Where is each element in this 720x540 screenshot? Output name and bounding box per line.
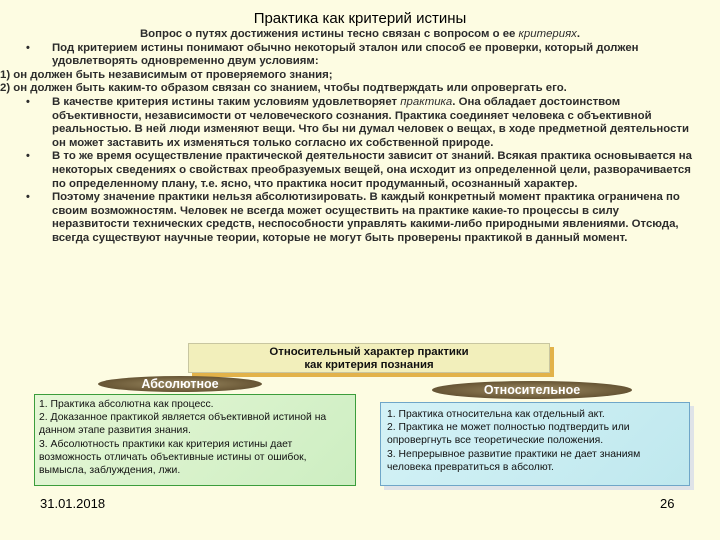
point-2 [26,96,694,150]
relative-item-1: 1. Практика относительна как отдельный акт. [387,409,605,420]
absolute-item-2: 2. Доказанное практикой является объективной истиной на данном этапе развития знания. [39,412,327,437]
main-text [0,28,694,246]
point-1: • Под критерием истины понимают обычно некоторый эталон или способ ее проверки, который должен удовлетворять одновременно двум условиям: [26,42,694,69]
intro-end: . [576,28,581,40]
header-line-1: Относительный характер практики [269,346,469,358]
relative-item-3: 3. Непрерывное развитие практики не дает знаниям человека превратиться в абсолют. [387,448,641,473]
absolute-item-1: 1. Практика абсолютна как процесс. [39,399,214,410]
condition-1: 1) он должен быть независимым от проверяемого знания; [0,68,333,81]
relative-box [380,402,690,486]
point-2-after: . Она обладает достоинством объективности, независимости от человеческого сознания. Практика соединяет человека с объективной реальностью. В ней люди изменяют вещи. Что бы ни думал человек о вещах, в ходе предметной деятельности он может заставить их изменяться только согласно их собственной природе. [52,95,690,149]
condition-2: 2) он должен быть каким-то образом связан со знанием, чтобы подтверждать или опровергать его. [0,82,567,95]
relative-character-header [188,343,550,373]
slide-title: Практика как критерий истины [253,10,467,27]
relative-label: Относительное [432,381,632,399]
intro-text: Вопрос о путях достижения истины тесно связан с вопросом о ее [139,28,519,40]
relative-item-2: 2. Практика не может полностью подтвердить или опровергнуть все теоретические положения. [387,422,630,447]
absolute-label: Абсолютное [98,376,262,392]
absolute-item-3: 3. Абсолютность практики как критерия истины дает возможность отличать объективные истины от ошибок, вымысла, заблуждения, лжи. [39,438,307,477]
point-2-emphasis: практика [400,95,453,108]
point-4: • Поэтому значение практики нельзя абсолютизировать. В каждый конкретный момент практика ограничена по своим возможностям. Человек не всегда может осуществить на практике какие-то процессы в силу неразвитости технических средств, неспособности управлять какими-либо природными явлениями. Отсюда, всегда существуют научные теории, которые не могут быть проверены практикой в данный момент. [26,191,694,245]
point-2-before: В качестве критерия истины таким условиям удовлетворяет [52,95,401,108]
point-3: • В то же время осуществление практической деятельности зависит от знаний. Всякая практика основывается на некоторых сведениях о свойствах преобразуемых вещей, она исходит из определенной цели, разворачивается по определенному плану, т.е. ясно, что практика носит продуманный, осознанный характер. [26,150,694,191]
absolute-box [34,394,356,486]
footer-date: 31.01.2018 [40,496,106,511]
header-line-2: как критерия познания [304,359,434,371]
intro-emphasis: критериях [518,28,577,40]
page-number: 26 [660,496,675,511]
intro-paragraph [26,28,694,42]
